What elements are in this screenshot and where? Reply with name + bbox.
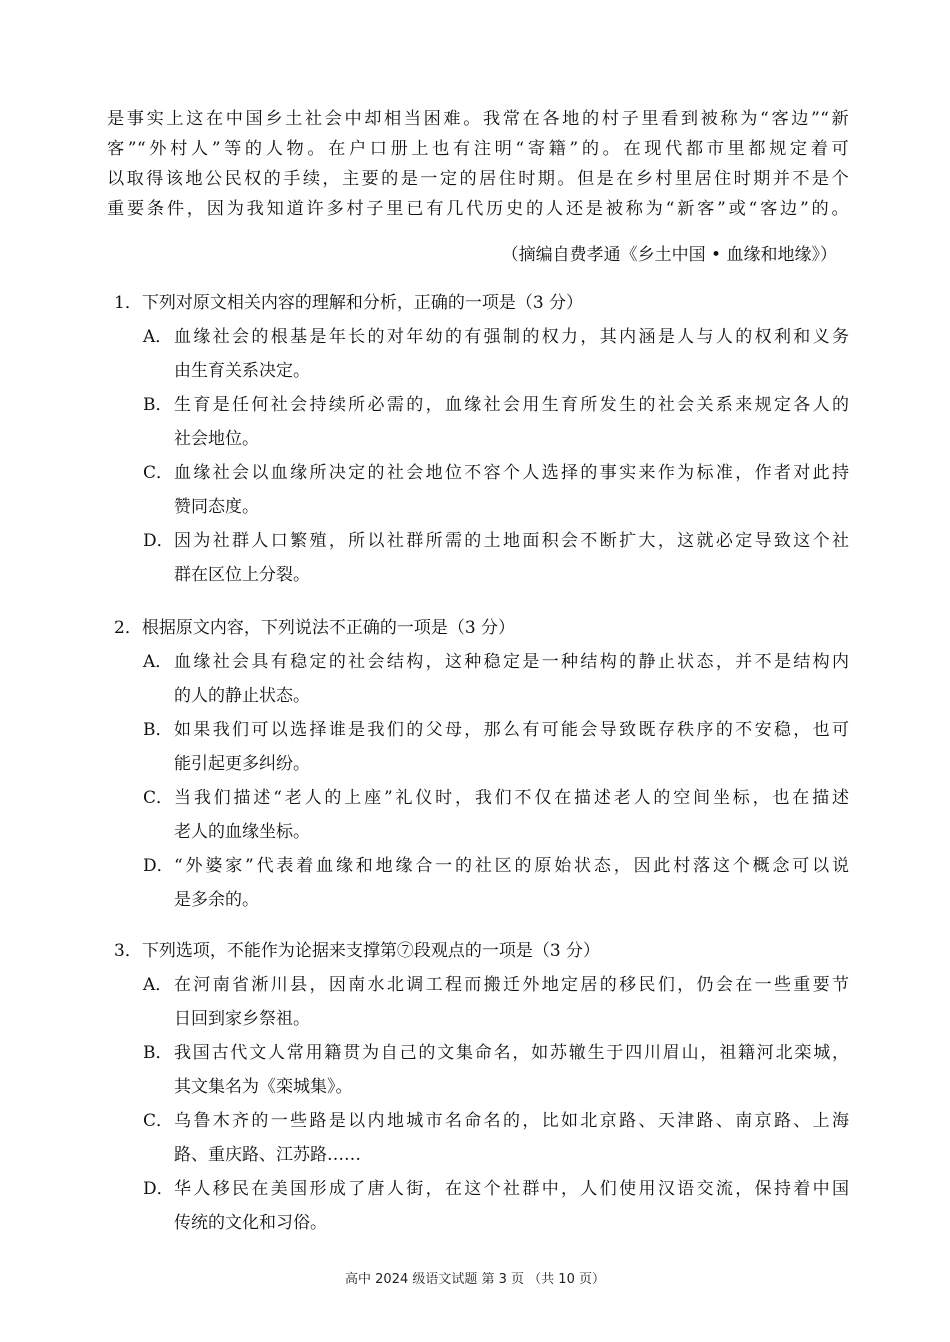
option-letter: A． <box>143 327 173 347</box>
option-text-line: 乌鲁木齐的一些路是以内地城市名命名的，比如北京路、天津路、南京路、上海 <box>174 1111 849 1131</box>
option-text-line: 日回到家乡祭祖。 <box>174 1009 310 1029</box>
option-text-line: 血缘社会以血缘所决定的社会地位不容个人选择的事实来作为标准，作者对此持 <box>174 463 849 483</box>
passage-line: 重要条件，因为我知道许多村子里已有几代历史的人还是被称为“新客”或“客边”的。 <box>107 199 849 219</box>
option-letter: B． <box>143 720 173 740</box>
option-d[interactable] <box>114 849 849 917</box>
option-letter: D． <box>143 856 174 876</box>
option-c[interactable] <box>114 456 849 524</box>
option-b[interactable] <box>114 713 849 781</box>
question-3 <box>114 934 849 1240</box>
option-text-line: 华人移民在美国形成了唐人街，在这个社群中，人们使用汉语交流，保持着中国 <box>174 1179 849 1199</box>
option-d[interactable] <box>114 524 849 592</box>
option-text-line: 在河南省淅川县，因南水北调工程而搬迁外地定居的移民们，仍会在一些重要节 <box>174 975 849 995</box>
question-2 <box>114 611 849 917</box>
option-letter: D． <box>143 531 174 551</box>
passage-line: 是事实上这在中国乡土社会中却相当困难。我常在各地的村子里看到被称为“客边”“新 <box>107 109 849 129</box>
option-text-line: 我国古代文人常用籍贯为自己的文集命名，如苏辙生于四川眉山，祖籍河北栾城， <box>174 1043 849 1063</box>
option-text-line: 路、重庆路、江苏路…… <box>174 1145 361 1165</box>
option-a[interactable] <box>114 968 849 1036</box>
option-text-line: 血缘社会的根基是年长的对年幼的有强制的权力，其内涵是人与人的权利和义务 <box>174 327 849 347</box>
option-letter: C． <box>143 788 174 808</box>
option-text-line: 其文集名为《栾城集》。 <box>174 1077 353 1097</box>
option-text-line: 由生育关系决定。 <box>174 361 310 381</box>
option-b[interactable] <box>114 388 849 456</box>
option-text-line: 能引起更多纠纷。 <box>174 754 310 774</box>
option-text-line: 传统的文化和习俗。 <box>174 1213 327 1233</box>
option-text-line: 如果我们可以选择谁是我们的父母，那么有可能会导致既存秩序的不安稳，也可 <box>174 720 849 740</box>
question-stem: 1．下列对原文相关内容的理解和分析，正确的一项是（3 分） <box>114 293 584 313</box>
option-text-line: 赞同态度。 <box>174 497 259 517</box>
option-text-line: 群在区位上分裂。 <box>174 565 310 585</box>
option-c[interactable] <box>114 1104 849 1172</box>
option-a[interactable] <box>114 320 849 388</box>
passage-source: （摘编自费孝通《乡土中国 • 血缘和地缘》） <box>501 245 837 265</box>
option-letter: A． <box>143 652 173 672</box>
page-footer: 高中 2024 级语文试题 第 3 页 （共 10 页） <box>345 1272 605 1287</box>
passage-text <box>107 104 849 224</box>
option-text-line: 因为社群人口繁殖，所以社群所需的土地面积会不断扩大，这就必定导致这个社 <box>174 531 849 551</box>
option-text-line: 的人的静止状态。 <box>174 686 310 706</box>
option-c[interactable] <box>114 781 849 849</box>
passage-line: 以取得该地公民权的手续，主要的是一定的居住时期。但是在乡村里居住时期并不是个 <box>107 169 849 189</box>
option-text-line: 血缘社会具有稳定的社会结构，这种稳定是一种结构的静止状态，并不是结构内 <box>174 652 849 672</box>
option-text-line: 是多余的。 <box>174 890 259 910</box>
question-stem: 3．下列选项，不能作为论据来支撑第⑦段观点的一项是（3 分） <box>114 941 601 961</box>
option-letter: B． <box>143 395 173 415</box>
option-letter: C． <box>143 463 174 483</box>
option-letter: C． <box>143 1111 174 1131</box>
option-letter: B． <box>143 1043 173 1063</box>
option-a[interactable] <box>114 645 849 713</box>
option-letter: D． <box>143 1179 174 1199</box>
option-letter: A． <box>143 975 173 995</box>
option-text-line: 生育是任何社会持续所必需的，血缘社会用生育所发生的社会关系来规定各人的 <box>174 395 849 415</box>
passage-line: 客”“外村人”等的人物。在户口册上也有注明“寄籍”的。在现代都市里都规定着可 <box>107 139 849 159</box>
option-d[interactable] <box>114 1172 849 1240</box>
option-b[interactable] <box>114 1036 849 1104</box>
option-text-line: 老人的血缘坐标。 <box>174 822 310 842</box>
option-text-line: 社会地位。 <box>174 429 259 449</box>
option-text-line: 当我们描述“老人的上座”礼仪时，我们不仅在描述老人的空间坐标，也在描述 <box>174 788 849 808</box>
question-stem: 2．根据原文内容，下列说法不正确的一项是（3 分） <box>114 618 516 638</box>
question-1 <box>114 286 849 592</box>
option-text-line: “外婆家”代表着血缘和地缘合一的社区的原始状态，因此村落这个概念可以说 <box>174 856 849 876</box>
